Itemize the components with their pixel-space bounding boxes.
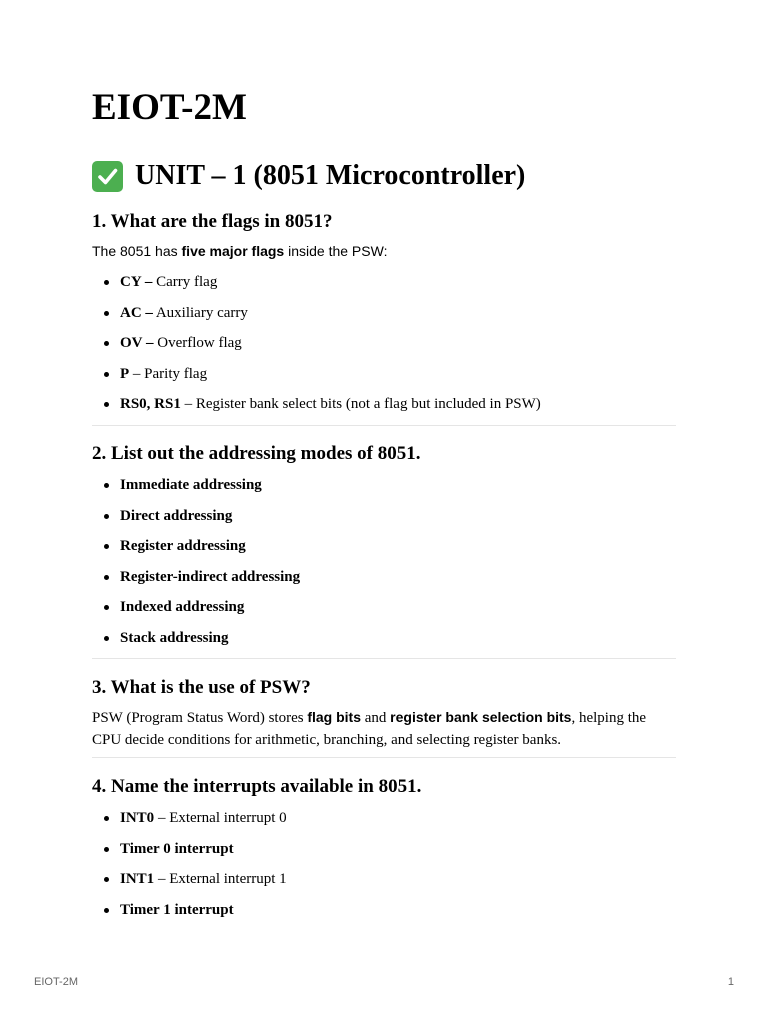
document-title: EIOT-2M bbox=[92, 87, 247, 128]
list-item bbox=[92, 899, 287, 930]
list-item bbox=[92, 332, 541, 363]
item-term: CY – bbox=[120, 274, 153, 290]
item-desc: Auxiliary carry bbox=[152, 304, 248, 321]
footer-document-name: EIOT-2M bbox=[34, 976, 79, 988]
footer-page-number: 1 bbox=[727, 976, 734, 988]
question-1-heading: 1. What are the flags in 8051? bbox=[92, 211, 333, 232]
answer-text: and bbox=[361, 710, 391, 726]
item-desc: – Parity flag bbox=[129, 365, 208, 382]
addressing-modes-list bbox=[92, 474, 300, 658]
list-item bbox=[92, 535, 300, 566]
item-term: RS0, RS1 bbox=[120, 396, 181, 413]
item-desc: Carry flag bbox=[152, 274, 218, 290]
item-term: INT1 bbox=[120, 871, 155, 888]
item-term: Direct addressing bbox=[120, 507, 233, 524]
answer-text-end: , helping the CPU decide conditions for arithmetic, branching, and selecting register banks. bbox=[92, 710, 647, 748]
list-item bbox=[92, 505, 300, 536]
list-item bbox=[92, 566, 300, 597]
question-1-intro bbox=[92, 240, 676, 263]
question-2-heading: 2. List out the addressing modes of 8051. bbox=[92, 443, 421, 464]
list-item bbox=[92, 363, 541, 394]
list-item bbox=[92, 807, 287, 838]
list-item bbox=[92, 627, 300, 658]
divider bbox=[92, 658, 676, 659]
item-term: Register addressing bbox=[120, 538, 246, 555]
list-item bbox=[92, 271, 541, 302]
list-item bbox=[92, 393, 541, 424]
list-item bbox=[92, 302, 541, 333]
item-desc: – Register bank select bits (not a flag but included in PSW) bbox=[180, 396, 541, 413]
divider bbox=[92, 757, 676, 758]
item-term: INT0 bbox=[120, 810, 155, 826]
item-term: Indexed addressing bbox=[120, 599, 245, 616]
interrupts-list bbox=[92, 807, 287, 929]
question-4-heading: 4. Name the interrupts available in 8051. bbox=[92, 776, 422, 797]
item-term: Immediate addressing bbox=[120, 477, 262, 493]
item-term: OV – bbox=[120, 335, 154, 352]
check-mark-icon bbox=[92, 161, 123, 192]
item-desc: – External interrupt 0 bbox=[154, 810, 287, 826]
item-term: Timer 1 interrupt bbox=[120, 901, 234, 918]
item-desc: – External interrupt 1 bbox=[154, 871, 287, 888]
question-3-answer bbox=[92, 706, 676, 751]
item-term: P bbox=[120, 365, 130, 382]
question-3-heading: 3. What is the use of PSW? bbox=[92, 677, 311, 698]
unit-heading-text: UNIT – 1 (8051 Microcontroller) bbox=[135, 160, 526, 191]
answer-text: PSW (Program Status Word) stores bbox=[92, 710, 308, 726]
list-item bbox=[92, 868, 287, 899]
divider bbox=[92, 425, 676, 426]
item-term: Stack addressing bbox=[120, 629, 229, 646]
intro-bold-text: five major flags bbox=[181, 243, 285, 259]
item-term: Timer 0 interrupt bbox=[120, 840, 234, 857]
intro-text-end: inside the PSW: bbox=[284, 243, 388, 259]
intro-text: The 8051 has bbox=[92, 243, 182, 259]
flags-list bbox=[92, 271, 541, 424]
list-item bbox=[92, 596, 300, 627]
list-item bbox=[92, 474, 300, 505]
item-desc: Overflow flag bbox=[153, 335, 242, 352]
list-item bbox=[92, 838, 287, 869]
answer-bold-text: register bank selection bits bbox=[390, 709, 572, 725]
item-term: AC – bbox=[120, 304, 153, 321]
item-term: Register-indirect addressing bbox=[120, 568, 301, 585]
unit-heading bbox=[92, 156, 525, 196]
answer-bold-text: flag bits bbox=[307, 709, 361, 725]
